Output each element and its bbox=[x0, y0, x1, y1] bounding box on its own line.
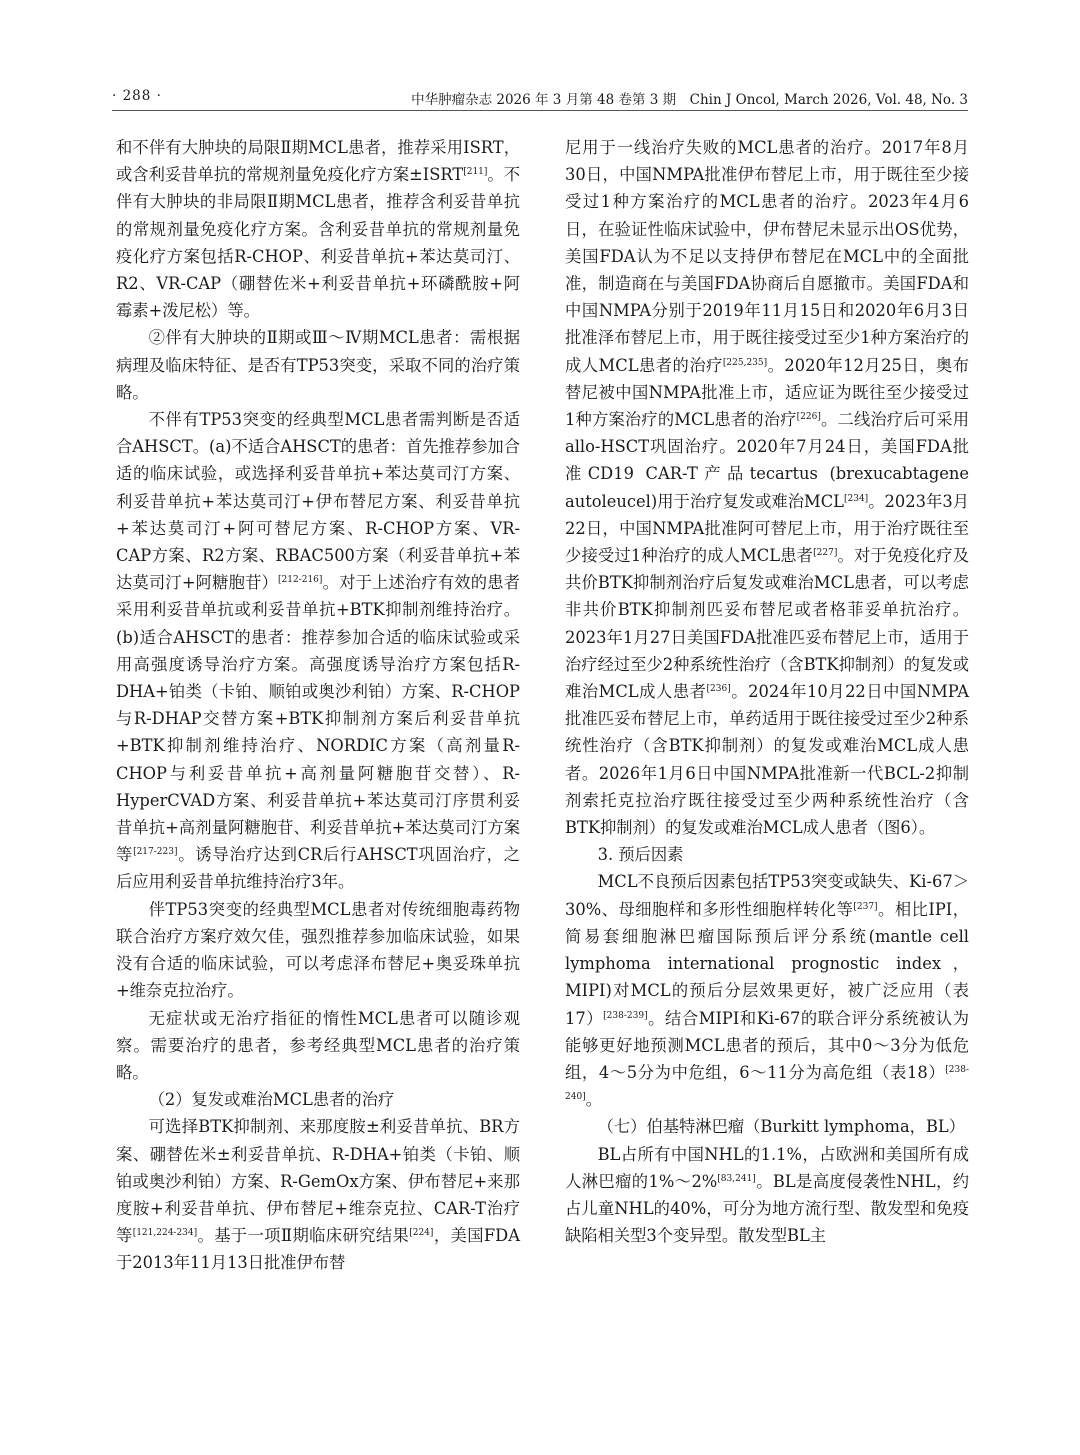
paragraph-text: 和不伴有大肿块的局限Ⅱ期MCL患者，推荐采用ISRT，或含利妥昔单抗的常规剂量免疫化疗方案±ISRT bbox=[116, 138, 520, 185]
journal-citation: 中华肿瘤杂志 2026 年 3 月第 48 卷第 3 期 Chin J Oncol, March 2026, Vol. 48, No. 3 bbox=[411, 92, 968, 108]
citation-ref: [211] bbox=[463, 167, 488, 178]
citation-ref: [225,235] bbox=[722, 357, 768, 368]
paragraph bbox=[116, 1005, 520, 1087]
citation-ref: [237] bbox=[853, 901, 878, 912]
paragraph-text: ②伴有大肿块的Ⅱ期或Ⅲ～Ⅳ期MCL患者：需根据病理及临床特征、是否有TP53突变，采取不同的治疗策略。 bbox=[116, 328, 520, 402]
paragraph-text: 。二线治疗后可采用allo-HSCT巩固治疗。2020年7月24日，美国FDA批准CD19 CAR-T产品tecartus (brexucabtagene autoleucel)用于治疗复发或难治MCL bbox=[565, 410, 969, 511]
paragraph-text: 。对于免疫化疗及共价BTK抑制剂治疗后复发或难治MCL患者，可以考虑非共价BTK抑制剂匹妥布替尼或者格菲妥单抗治疗。2023年1月27日美国FDA批准匹妥布替尼上市，适用于治疗经过至少2种系统性治疗（含BTK抑制剂）的复发或难治MCL成人患者 bbox=[565, 546, 969, 702]
citation-ref: [121,224-234] bbox=[132, 1228, 198, 1239]
paragraph-text: （2）复发或难治MCL患者的治疗 bbox=[148, 1090, 395, 1110]
paragraph-text: 。2023年3月22日，中国NMPA批准阿可替尼上市，用于治疗既往至少接受过1种治疗的成人MCL患者 bbox=[565, 491, 969, 566]
paragraph-text: 不伴有TP53突变的经典型MCL患者需判断是否适合AHSCT。(a)不适合AHSCT的患者：首先推荐参加合适的临床试验，或选择利妥昔单抗+苯达莫司汀方案、利妥昔单抗+苯达莫司汀+伊布替尼方案、利妥昔单抗+苯达莫司汀+阿可替尼方案、R-CHOP方案、VR-CAP方案、R2方案、RBAC500方案（利妥昔单抗+苯达莫司汀+阿糖胞苷） bbox=[116, 410, 520, 593]
paragraph bbox=[565, 868, 969, 1113]
paragraph bbox=[565, 134, 969, 841]
paragraph-text: 。诱导治疗达到CR后行AHSCT巩固治疗，之后应用利妥昔单抗维持治疗3年。 bbox=[116, 845, 520, 892]
paragraph bbox=[116, 324, 520, 406]
left-column bbox=[116, 134, 520, 1277]
paragraph-text: 。基于一项Ⅱ期临床研究结果 bbox=[197, 1226, 410, 1246]
paragraph-text: 。结合MIPI和Ki-67的联合评分系统被认为能够更好地预测MCL患者的预后，其中0～3分为低危组，4～5分为中危组，6～11分为高危组（表18） bbox=[565, 1008, 969, 1082]
page-number: · 288 · bbox=[112, 88, 162, 104]
paragraph bbox=[116, 1113, 520, 1276]
paragraph bbox=[565, 1113, 969, 1140]
citation-ref: [224] bbox=[409, 1228, 434, 1239]
paragraph-text: 。BL是高度侵袭性NHL，约占儿童NHL的40%，可分为地方流行型、散发型和免疫缺陷相关型3个变异型。散发型BL主 bbox=[565, 1171, 969, 1246]
citation-ref: [217-223] bbox=[133, 847, 178, 858]
paragraph-text: BL占所有中国NHL的1.1%，占欧洲和美国所有成人淋巴瘤的1%～2% bbox=[565, 1144, 969, 1191]
paragraph-text: （七）伯基特淋巴瘤（Burkitt lymphoma，BL） bbox=[597, 1117, 966, 1137]
citation-ref: [234] bbox=[843, 493, 869, 504]
paragraph-text: 。不伴有大肿块的非局限Ⅱ期MCL患者，推荐含利妥昔单抗的常规剂量免疫化疗方案。含利妥昔单抗的常规剂量免疫化疗方案包括R-CHOP、利妥昔单抗+苯达莫司汀、R2、VR-CAP（硼替佐米+利妥昔单抗+环磷酰胺+阿霉素+泼尼松）等。 bbox=[116, 165, 520, 321]
citation-ref: [238-239] bbox=[603, 1010, 648, 1021]
paragraph-text: 可选择BTK抑制剂、来那度胺±利妥昔单抗、BR方案、硼替佐米±利妥昔单抗、R-DHA+铂类（卡铂、顺铂或奥沙利铂）方案、R-GemOx方案、伊布替尼+来那度胺+利妥昔单抗、伊布替尼+维奈克拉、CAR-T治疗等 bbox=[116, 1117, 520, 1246]
paragraph-text: 。2020年12月25日，奥布替尼被中国NMPA批准上市，适应证为既往至少接受过1种方案治疗的MCL患者的治疗 bbox=[565, 355, 969, 430]
paragraph-text: 无症状或无治疗指征的惰性MCL患者可以随诊观察。需要治疗的患者，参考经典型MCL患者的治疗策略。 bbox=[116, 1008, 520, 1082]
paragraph bbox=[116, 406, 520, 896]
paragraph bbox=[116, 1086, 520, 1113]
paragraph-text: 。2024年10月22日中国NMPA批准匹妥布替尼上市，单药适用于既往接受过至少2种系统性治疗（含BTK抑制剂）的复发或难治MCL成人患者。2026年1月6日中国NMPA批准新一代BCL-2抑制剂索托克拉治疗既往接受过至少两种系统性治疗（含BTK抑制剂）的复发或难治MCL成人患者（图6）。 bbox=[565, 682, 969, 838]
paragraph-text: ，美国FDA于2013年11月13日批准伊布替 bbox=[116, 1226, 520, 1273]
paragraph-text: 。 bbox=[585, 1090, 602, 1110]
paragraph-text: 。对于上述治疗有效的患者采用利妥昔单抗或利妥昔单抗+BTK抑制剂维持治疗。(b)适合AHSCT的患者：推荐参加合适的临床试验或采用高强度诱导治疗方案。高强度诱导治疗方案包括R-DHA+铂类（卡铂、顺铂或奥沙利铂）方案、R-CHOP与R-DHAP交替方案+BTK抑制剂方案后利妥昔单抗+BTK抑制剂维持治疗、NORDIC方案（高剂量R-CHOP与利妥昔单抗+高剂量阿糖胞苷交替）、R-HyperCVAD方案、利妥昔单抗+苯达莫司汀序贯利妥昔单抗+高剂量阿糖胞苷、利妥昔单抗+苯达莫司汀方案等 bbox=[116, 573, 520, 865]
paragraph bbox=[116, 134, 520, 324]
citation-ref: [226] bbox=[796, 412, 821, 423]
paragraph bbox=[565, 841, 969, 868]
citation-ref: [238-240] bbox=[565, 1064, 969, 1103]
citation-ref: [227] bbox=[813, 548, 838, 559]
right-column bbox=[565, 134, 969, 1249]
running-header bbox=[112, 86, 968, 111]
paragraph-text: 3. 预后因素 bbox=[597, 845, 684, 865]
paragraph-text: 伴TP53突变的经典型MCL患者对传统细胞毒药物联合治疗方案疗效欠佳，强烈推荐参加临床试验，如果没有合适的临床试验，可以考虑泽布替尼+奥妥珠单抗+维奈克拉治疗。 bbox=[116, 899, 520, 1001]
paragraph bbox=[565, 1141, 969, 1250]
paragraph bbox=[116, 896, 520, 1005]
paragraph-text: MCL不良预后因素包括TP53突变或缺失、Ki-67＞30%、母细胞样和多形性细胞样转化等 bbox=[565, 872, 969, 919]
paragraph-text: 尼用于一线治疗失败的MCL患者的治疗。2017年8月30日，中国NMPA批准伊布替尼上市，用于既往至少接受过1种方案治疗的MCL患者的治疗。2023年4月6日，在验证性临床试验中，伊布替尼未显示出OS优势，美国FDA认为不足以支持伊布替尼在MCL中的全面批准，制造商在与美国FDA协商后自愿撤市。美国FDA和中国NMPA分别于2019年11月15日和2020年6月3日批准泽布替尼上市，用于既往接受过至少1种方案治疗的成人MCL患者的治疗 bbox=[565, 138, 969, 375]
paragraph-text: 。相比IPI，简易套细胞淋巴瘤国际预后评分系统(mantle cell lymphoma international prognostic index，MIPI)对MCL的预后分层效果更好，被广泛应用（表17） bbox=[565, 899, 969, 1028]
citation-ref: [83,241] bbox=[717, 1173, 756, 1184]
citation-ref: [212-216] bbox=[278, 575, 323, 586]
citation-ref: [236] bbox=[706, 684, 731, 695]
